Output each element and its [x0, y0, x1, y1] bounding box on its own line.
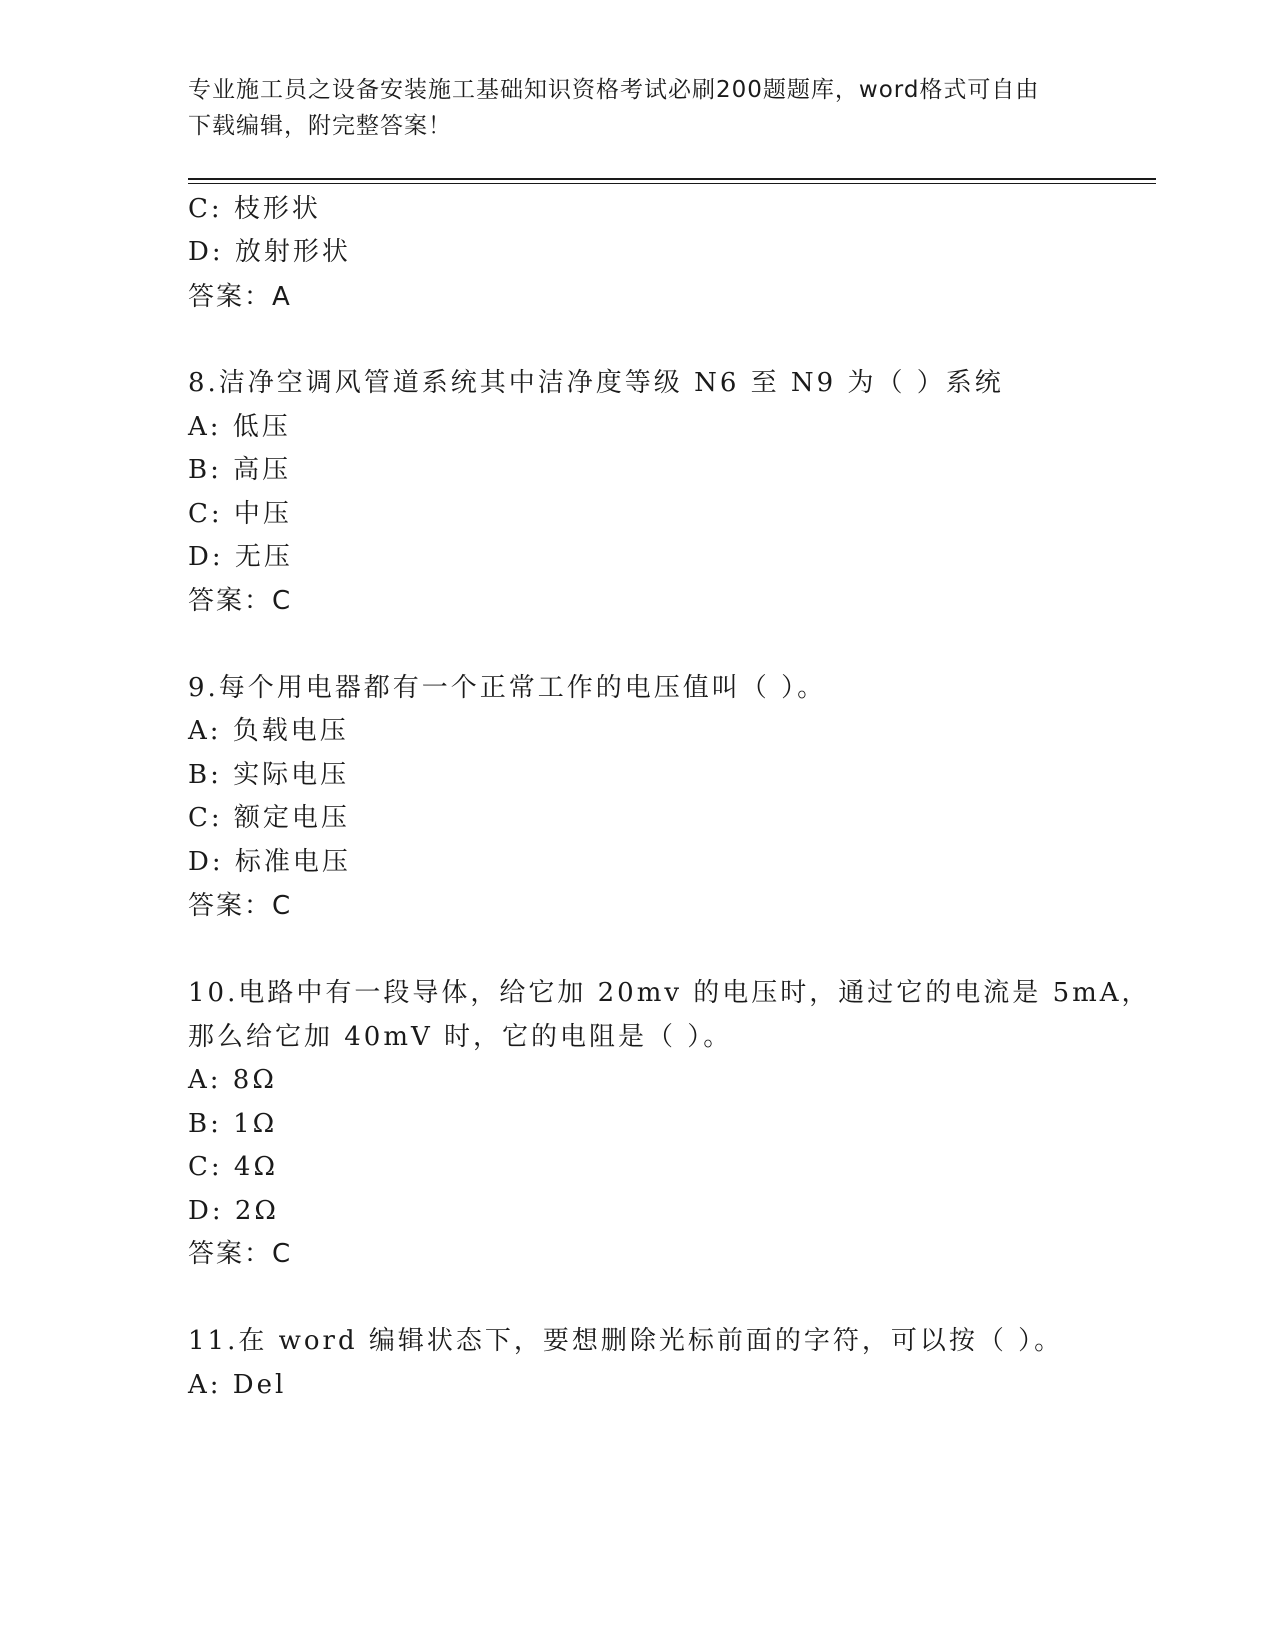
- q11-option-a: A: Del: [188, 1370, 287, 1400]
- q8-answer: 答案：C: [188, 586, 293, 616]
- q8-option-b: B: 高压: [188, 455, 292, 485]
- prev-option-c: C: 枝形状: [188, 194, 321, 224]
- q8-stem: 8.洁净空调风管道系统其中洁净度等级 N6 至 N9 为（ ）系统: [188, 368, 1004, 398]
- q9-option-d: D: 标准电压: [188, 847, 351, 877]
- header-divider-thick: [188, 178, 1156, 180]
- q10-option-b: B: 1Ω: [188, 1109, 278, 1139]
- q10-option-d: D: 2Ω: [188, 1196, 279, 1226]
- document-header: [188, 72, 1088, 144]
- prev-option-d: D: 放射形状: [188, 237, 351, 267]
- q10-option-c: C: 4Ω: [188, 1152, 279, 1182]
- q11-stem: 11.在 word 编辑状态下，要想删除光标前面的字符，可以按（ ）。: [188, 1326, 1064, 1356]
- q9-option-c: C: 额定电压: [188, 803, 350, 833]
- header-title-line-1: 专业施工员之设备安装施工基础知识资格考试必刷200题题库，word格式可自由: [188, 77, 1040, 103]
- q9-stem: 9.每个用电器都有一个正常工作的电压值叫（ ）。: [188, 673, 827, 703]
- q8-option-d: D: 无压: [188, 542, 293, 572]
- header-divider-thin: [188, 183, 1156, 184]
- q8-option-c: C: 中压: [188, 499, 292, 529]
- q9-option-a: A: 负载电压: [188, 716, 349, 746]
- q9-answer: 答案：C: [188, 891, 293, 921]
- q9-option-b: B: 实际电压: [188, 760, 350, 790]
- prev-answer: 答案：A: [188, 282, 292, 312]
- q10-stem-line-2: 那么给它加 40mV 时，它的电阻是（ ）。: [188, 1022, 733, 1052]
- q10-stem-line-1: 10.电路中有一段导体，给它加 20mv 的电压时，通过它的电流是 5mA，: [188, 978, 1151, 1008]
- q10-answer: 答案：C: [188, 1239, 293, 1269]
- q10-option-a: A: 8Ω: [188, 1065, 277, 1095]
- header-title-line-2: 下载编辑，附完整答案！: [188, 113, 452, 139]
- q8-option-a: A: 低压: [188, 412, 291, 442]
